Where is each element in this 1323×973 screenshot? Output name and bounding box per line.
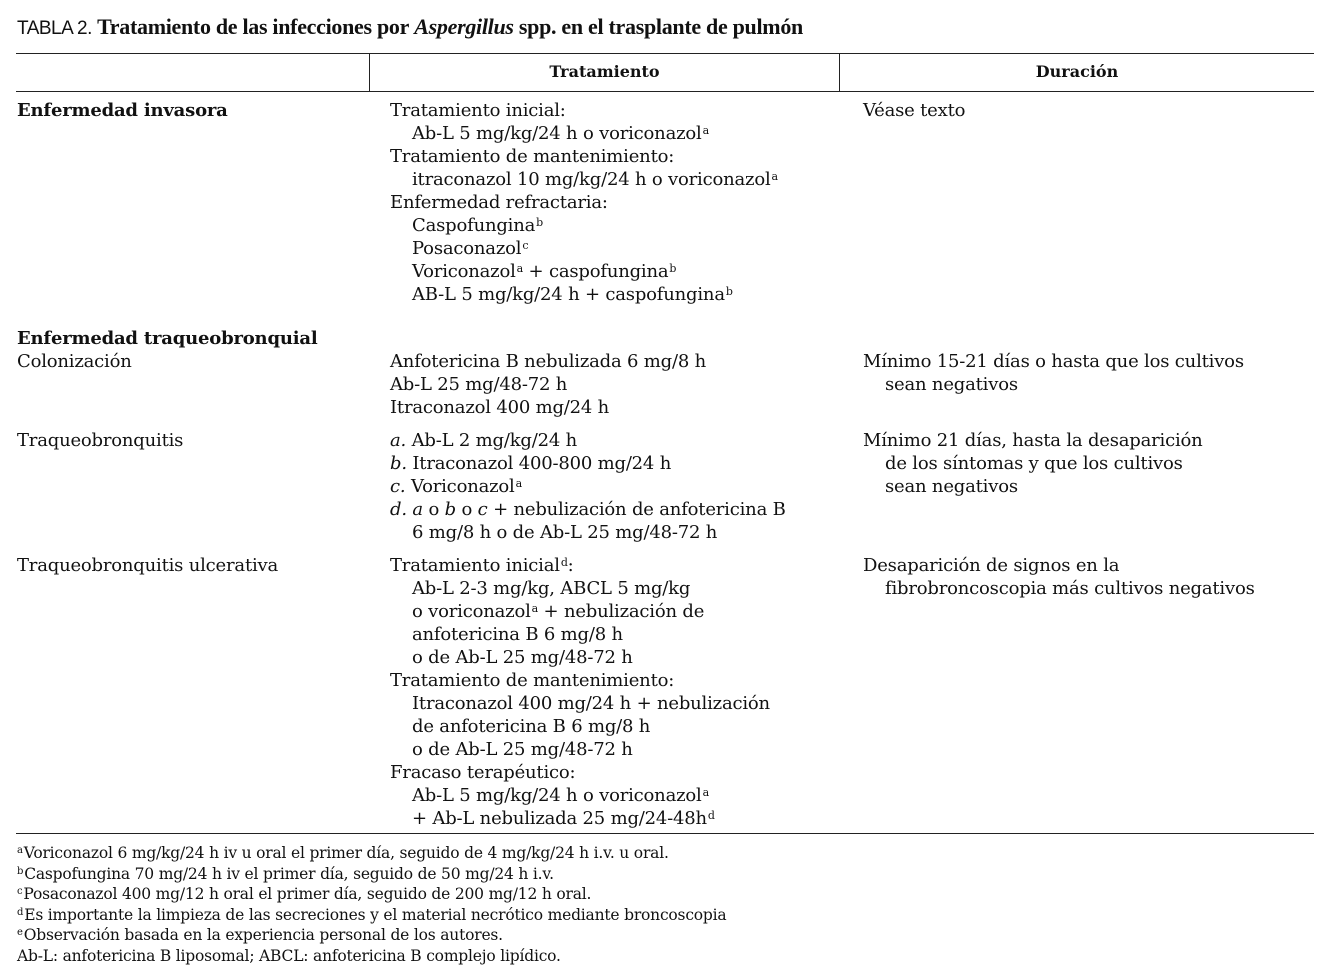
table-title [17, 14, 803, 40]
ulcerative-initial-line: o voriconazol$^a$ + nebulización de [412, 601, 705, 622]
row-heading-tracheobronchial: Enfermedad traqueobronquial [17, 328, 318, 349]
tracheobronchitis-duration-line: sean negativos [885, 476, 1018, 497]
colonization-duration-line: Mínimo 15-21 días o hasta que los cultivos [863, 351, 1244, 372]
invasive-refractory-item-2: Posaconazol$^c$ [412, 238, 529, 259]
tracheobronchitis-duration-line: de los síntomas y que los cultivos [885, 453, 1183, 474]
footnote-mark-b: b [725, 285, 733, 298]
row-label-colonization: Colonización [17, 351, 132, 372]
invasive-refractory-item-4: AB-L 5 mg/kg/24 h + caspofungina$^b$ [412, 284, 733, 305]
invasive-refractory-label: Enfermedad refractaria: [390, 192, 608, 213]
ulcerative-initial-line: Ab-L 2-3 mg/kg, ABCL 5 mg/kg [412, 578, 691, 599]
ulcerative-failure-line: Ab-L 5 mg/kg/24 h o voriconazol$^a$ [412, 785, 709, 806]
title-text-before: Tratamiento de las infecciones por [97, 14, 410, 39]
invasive-duration: Véase texto [863, 100, 966, 121]
invasive-maintenance-item: itraconazol 10 mg/kg/24 h o voriconazol$^a$ [412, 169, 778, 190]
tracheobronchitis-treatment [390, 429, 786, 544]
ulcerative-maintenance-label: Tratamiento de mantenimiento: [390, 670, 675, 691]
title-genus: Aspergillus [414, 14, 514, 39]
footnote-c: $^c$Posaconazol 400 mg/12 h oral el primer día, seguido de 200 mg/12 h oral. [17, 885, 592, 904]
footnote-mark-b: b [536, 216, 543, 229]
footnote-a: $^a$Voriconazol 6 mg/kg/24 h iv u oral el primer día, seguido de 4 mg/kg/24 h i.v. u oral. [17, 844, 669, 862]
invasive-refractory-item-1: Caspofungina$^b$ [412, 215, 543, 236]
option-d-continuation: 6 mg/8 h o de Ab-L 25 mg/48-72 h [412, 522, 718, 543]
column-header-treatment: Tratamiento [549, 62, 660, 81]
footnote-mark-b: b [669, 262, 677, 275]
footnote-mark-a: a [771, 170, 778, 183]
option-a: a. Ab-L 2 mg/kg/24 h [390, 430, 578, 451]
table-label: TABLA 2. [17, 18, 92, 39]
header-rule [16, 91, 1314, 92]
footnote-b: $^b$Caspofungina 70 mg/24 h iv el primer día, seguido de 50 mg/24 h i.v. [17, 864, 554, 883]
footnote-mark-a: a [515, 477, 522, 490]
ulcerative-duration-line: Desaparición de signos en la [863, 555, 1120, 576]
colonization-treatment-line: Ab-L 25 mg/48-72 h [390, 374, 568, 395]
footnote-mark-d: d [707, 809, 715, 822]
row-label-ulcerative: Traqueobronquitis ulcerativa [17, 555, 279, 576]
ulcerative-maintenance-line: Itraconazol 400 mg/24 h + nebulización [412, 693, 770, 714]
footnote-d: $^d$Es importante la limpieza de las secreciones y el material necrótico mediante broncoscopia [17, 905, 727, 924]
tracheobronchitis-duration-line: Mínimo 21 días, hasta la desaparición [863, 430, 1203, 451]
ulcerative-failure-label: Fracaso terapéutico: [390, 762, 576, 783]
footnote-mark-d: d [560, 556, 568, 569]
row-heading-invasive: Enfermedad invasora [17, 100, 228, 121]
footnote-e: $^e$Observación basada en la experiencia personal de los autores. [17, 926, 503, 945]
colonization-treatment-line: Anfotericina B nebulizada 6 mg/8 h [390, 351, 707, 372]
footnote-mark-c: c [522, 239, 529, 252]
colonization-treatment-line: Itraconazol 400 mg/24 h [390, 397, 610, 418]
ulcerative-initial-label: Tratamiento inicial$^d$: [390, 555, 574, 576]
colonization-duration [863, 350, 1244, 396]
footnotes [17, 843, 726, 967]
footnote-mark-a: a [702, 124, 709, 137]
ulcerative-duration [863, 554, 1255, 600]
ulcerative-treatment [390, 554, 770, 830]
option-c: c. Voriconazol$^a$ [390, 476, 522, 497]
top-rule [16, 53, 1314, 54]
invasive-initial-item: Ab-L 5 mg/kg/24 h o voriconazol$^a$ [412, 123, 709, 144]
column-header-duration: Duración [1035, 62, 1119, 81]
row-label-tracheobronchitis: Traqueobronquitis [17, 430, 184, 451]
option-b: b. Itraconazol 400-800 mg/24 h [390, 453, 672, 474]
ulcerative-initial-line: o de Ab-L 25 mg/48-72 h [412, 647, 633, 668]
ulcerative-maintenance-line: de anfotericina B 6 mg/8 h [412, 716, 651, 737]
ulcerative-failure-line: + Ab-L nebulizada 25 $mg/24-48h^d$ [412, 808, 715, 829]
option-d: d. a o b o c + nebulización de anfotericina B [390, 499, 786, 520]
footnote-abbreviations: Ab-L: anfotericina B liposomal; ABCL: anfotericina B complejo lipídico. [17, 946, 561, 965]
invasive-refractory-item-3: Voriconazol$^a$ + caspofungina$^b$ [412, 261, 677, 282]
colonization-duration-line: sean negativos [885, 374, 1018, 395]
invasive-initial-label: Tratamiento inicial: [390, 100, 566, 121]
invasive-treatment [390, 99, 778, 306]
ulcerative-duration-line: fibrobroncoscopia más cultivos negativos [885, 578, 1255, 599]
footnote-mark-a: a [702, 786, 709, 799]
footnote-mark-a: a [516, 262, 524, 275]
ulcerative-maintenance-line: o de Ab-L 25 mg/48-72 h [412, 739, 633, 760]
footnote-mark-a: a [531, 602, 539, 615]
bottom-rule [16, 833, 1314, 834]
tracheobronchitis-duration [863, 429, 1203, 498]
ulcerative-initial-line: anfotericina B 6 mg/8 h [412, 624, 623, 645]
colonization-treatment [390, 350, 706, 419]
title-text-after: spp. en el trasplante de pulmón [518, 14, 803, 39]
invasive-maintenance-label: Tratamiento de mantenimiento: [390, 146, 675, 167]
